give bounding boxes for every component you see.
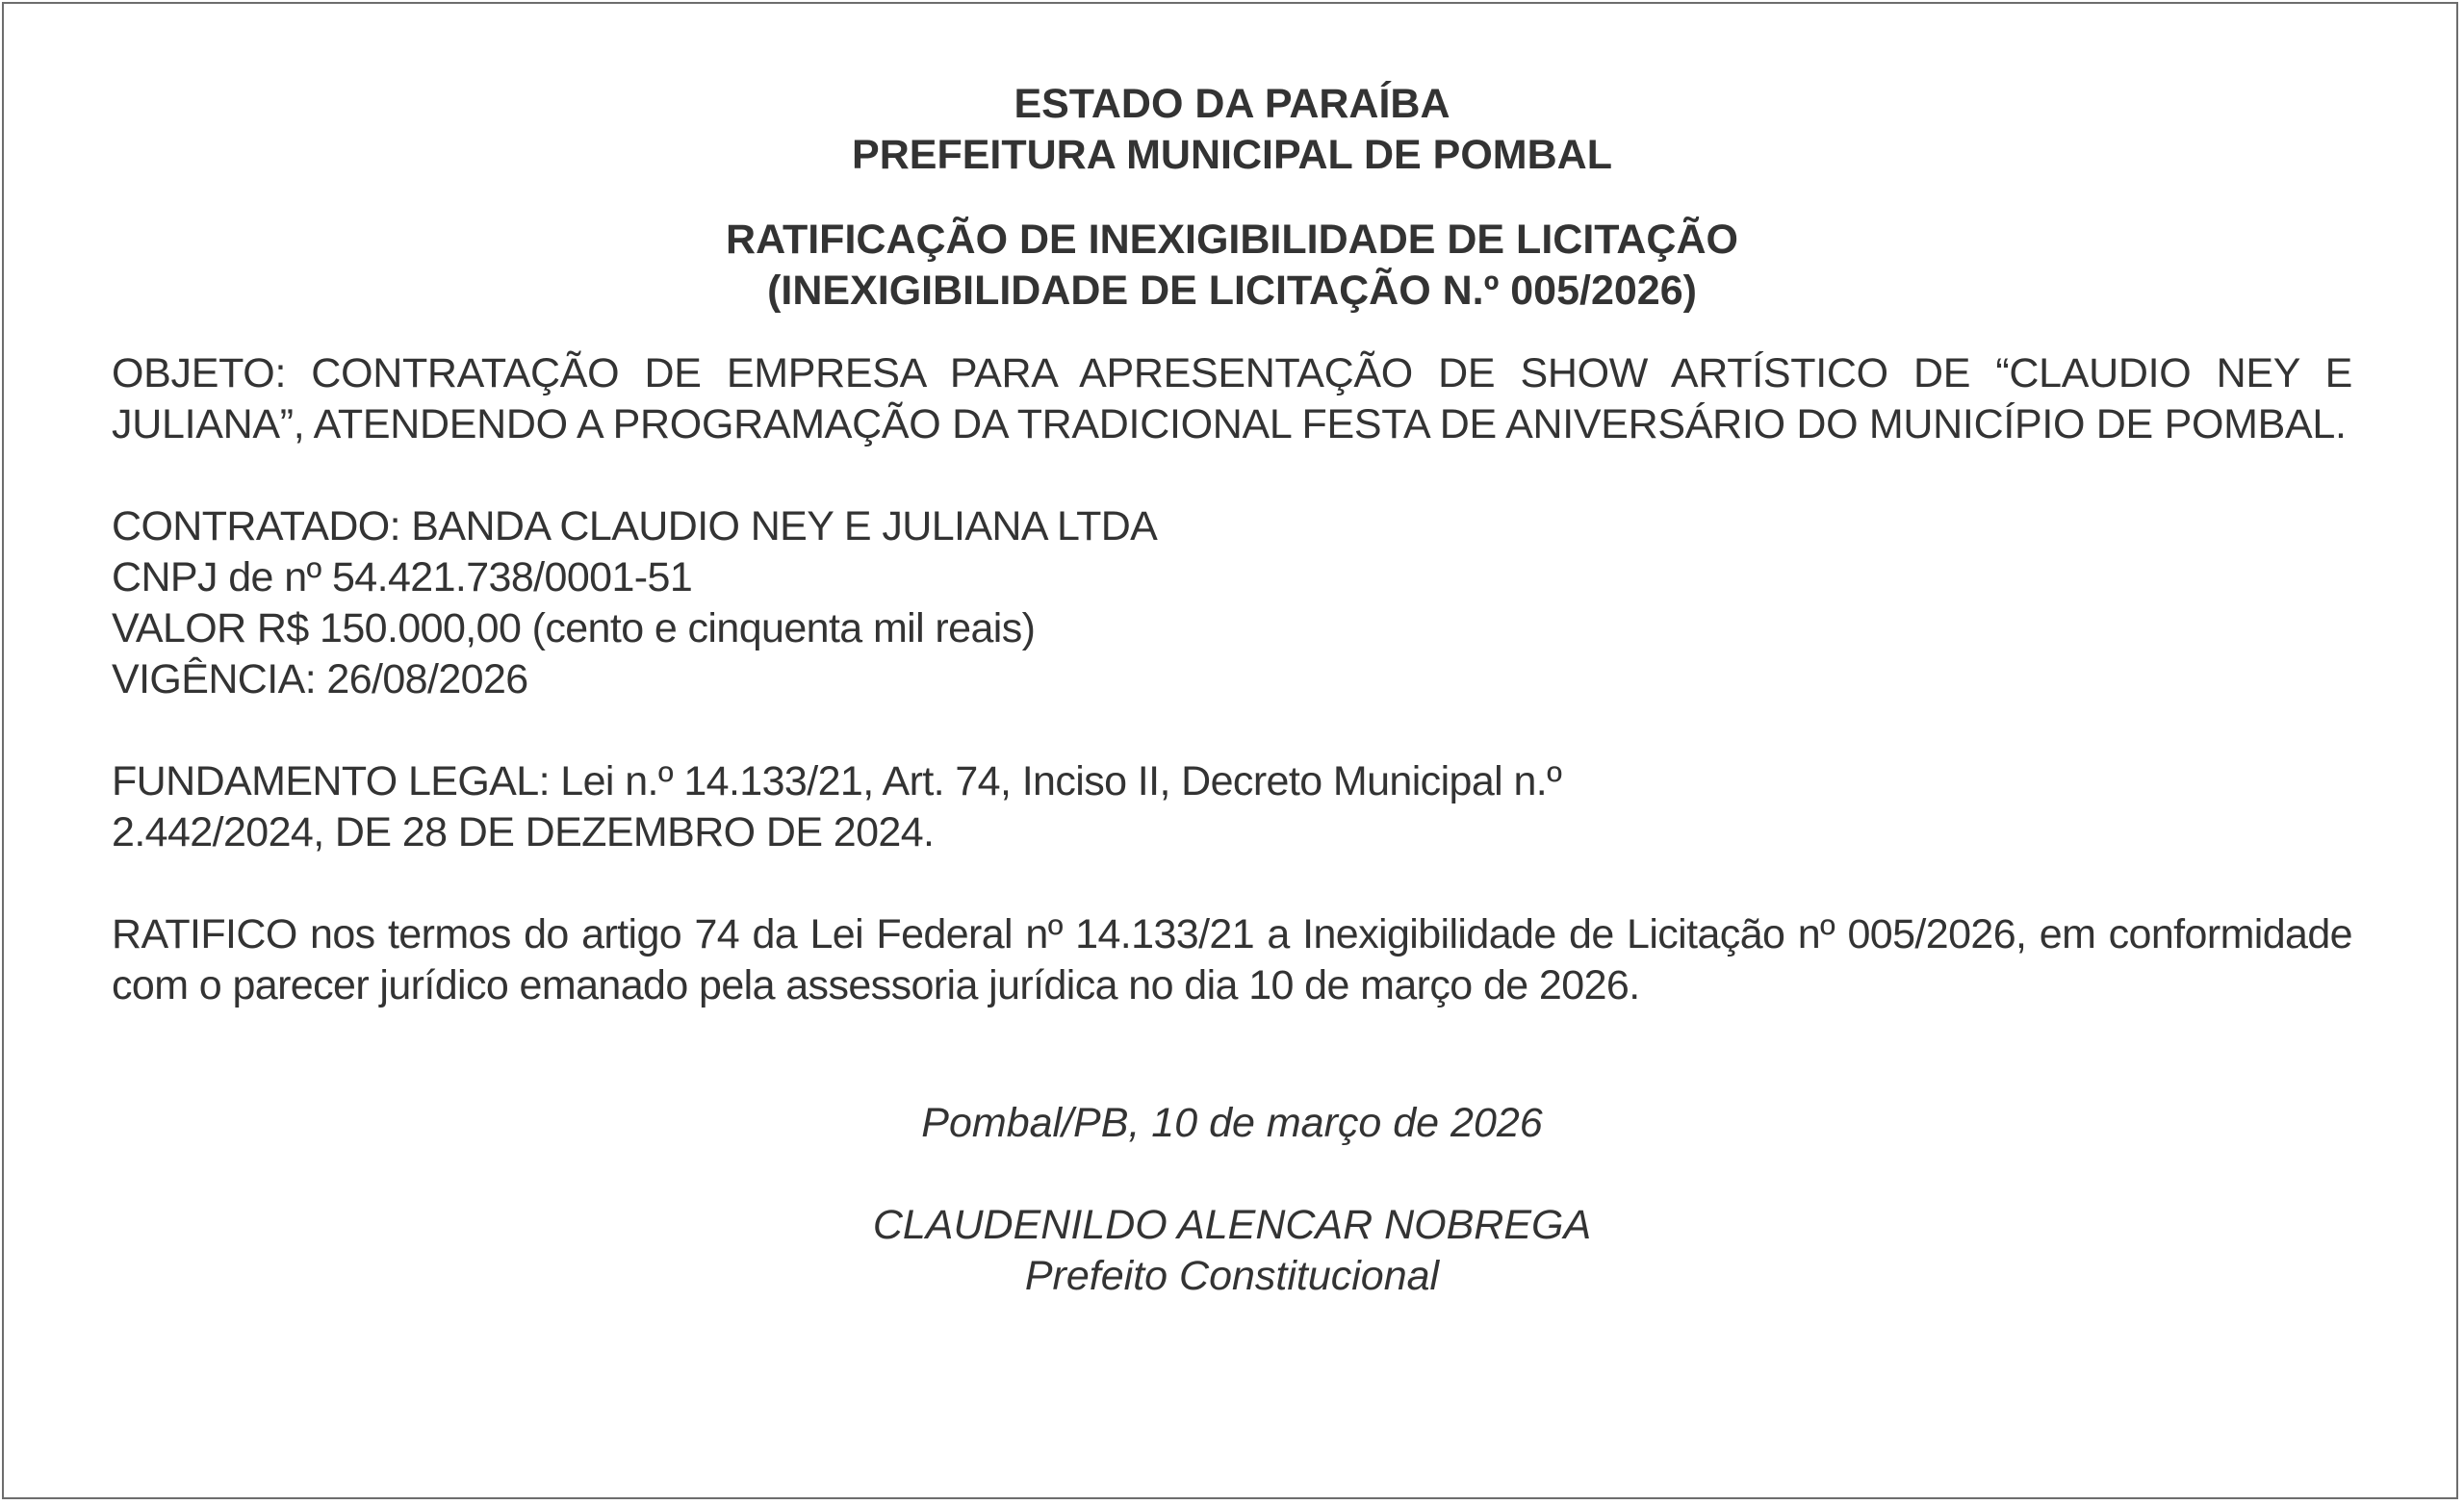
fundamento-line-2: 2.442/2024, DE 28 DE DEZEMBRO DE 2024.: [112, 809, 935, 855]
contratado-line: CONTRATADO: BANDA CLAUDIO NEY E JULIANA LTDA: [112, 503, 1158, 549]
signature-block: [112, 1098, 2352, 1302]
cnpj-line: CNPJ de nº 54.421.738/0001-51: [112, 554, 693, 600]
ratifico-paragraph: RATIFICO nos termos do artigo 74 da Lei Federal nº 14.133/21 a Inexigibilidade de Licitação nº 005/2026, em conformidade com o parecer jurídico emanado pela assessoria jurídica no dia 10 de março de 2026.: [112, 911, 2352, 1008]
ratification-notice: [112, 79, 2352, 1302]
document-header: [112, 79, 2352, 317]
fundamento-legal: [112, 756, 2352, 858]
fundamento-line-1: FUNDAMENTO LEGAL: Lei n.º 14.133/21, Art. 74, Inciso II, Decreto Municipal n.º: [112, 758, 1562, 804]
document-title: RATIFICAÇÃO DE INEXIGIBILIDADE DE LICITAÇÃO: [726, 217, 1738, 263]
contract-details: [112, 501, 2352, 705]
signatory-name: CLAUDENILDO ALENCAR NOBREGA: [872, 1202, 1592, 1248]
objeto-paragraph: OBJETO: CONTRATAÇÃO DE EMPRESA PARA APRESENTAÇÃO DE SHOW ARTÍSTICO DE “CLAUDIO NEY E JULIANA”, ATENDENDO A PROGRAMAÇÃO DA TRADICIONAL FESTA DE ANIVERSÁRIO DO MUNICÍPIO DE POMBAL.: [112, 350, 2352, 447]
vigencia-line: VIGÊNCIA: 26/08/2026: [112, 656, 528, 702]
document-subtitle: (INEXIGIBILIDADE DE LICITAÇÃO N.º 005/2026): [767, 268, 1697, 314]
valor-line: VALOR R$ 150.000,00 (cento e cinquenta mil reais): [112, 605, 1036, 651]
place-date: Pombal/PB, 10 de março de 2026: [921, 1100, 1543, 1146]
signatory-role: Prefeito Constitucional: [1024, 1253, 1440, 1299]
state-name: ESTADO DA PARAÍBA: [1014, 81, 1450, 127]
municipality-name: PREFEITURA MUNICIPAL DE POMBAL: [852, 132, 1612, 178]
